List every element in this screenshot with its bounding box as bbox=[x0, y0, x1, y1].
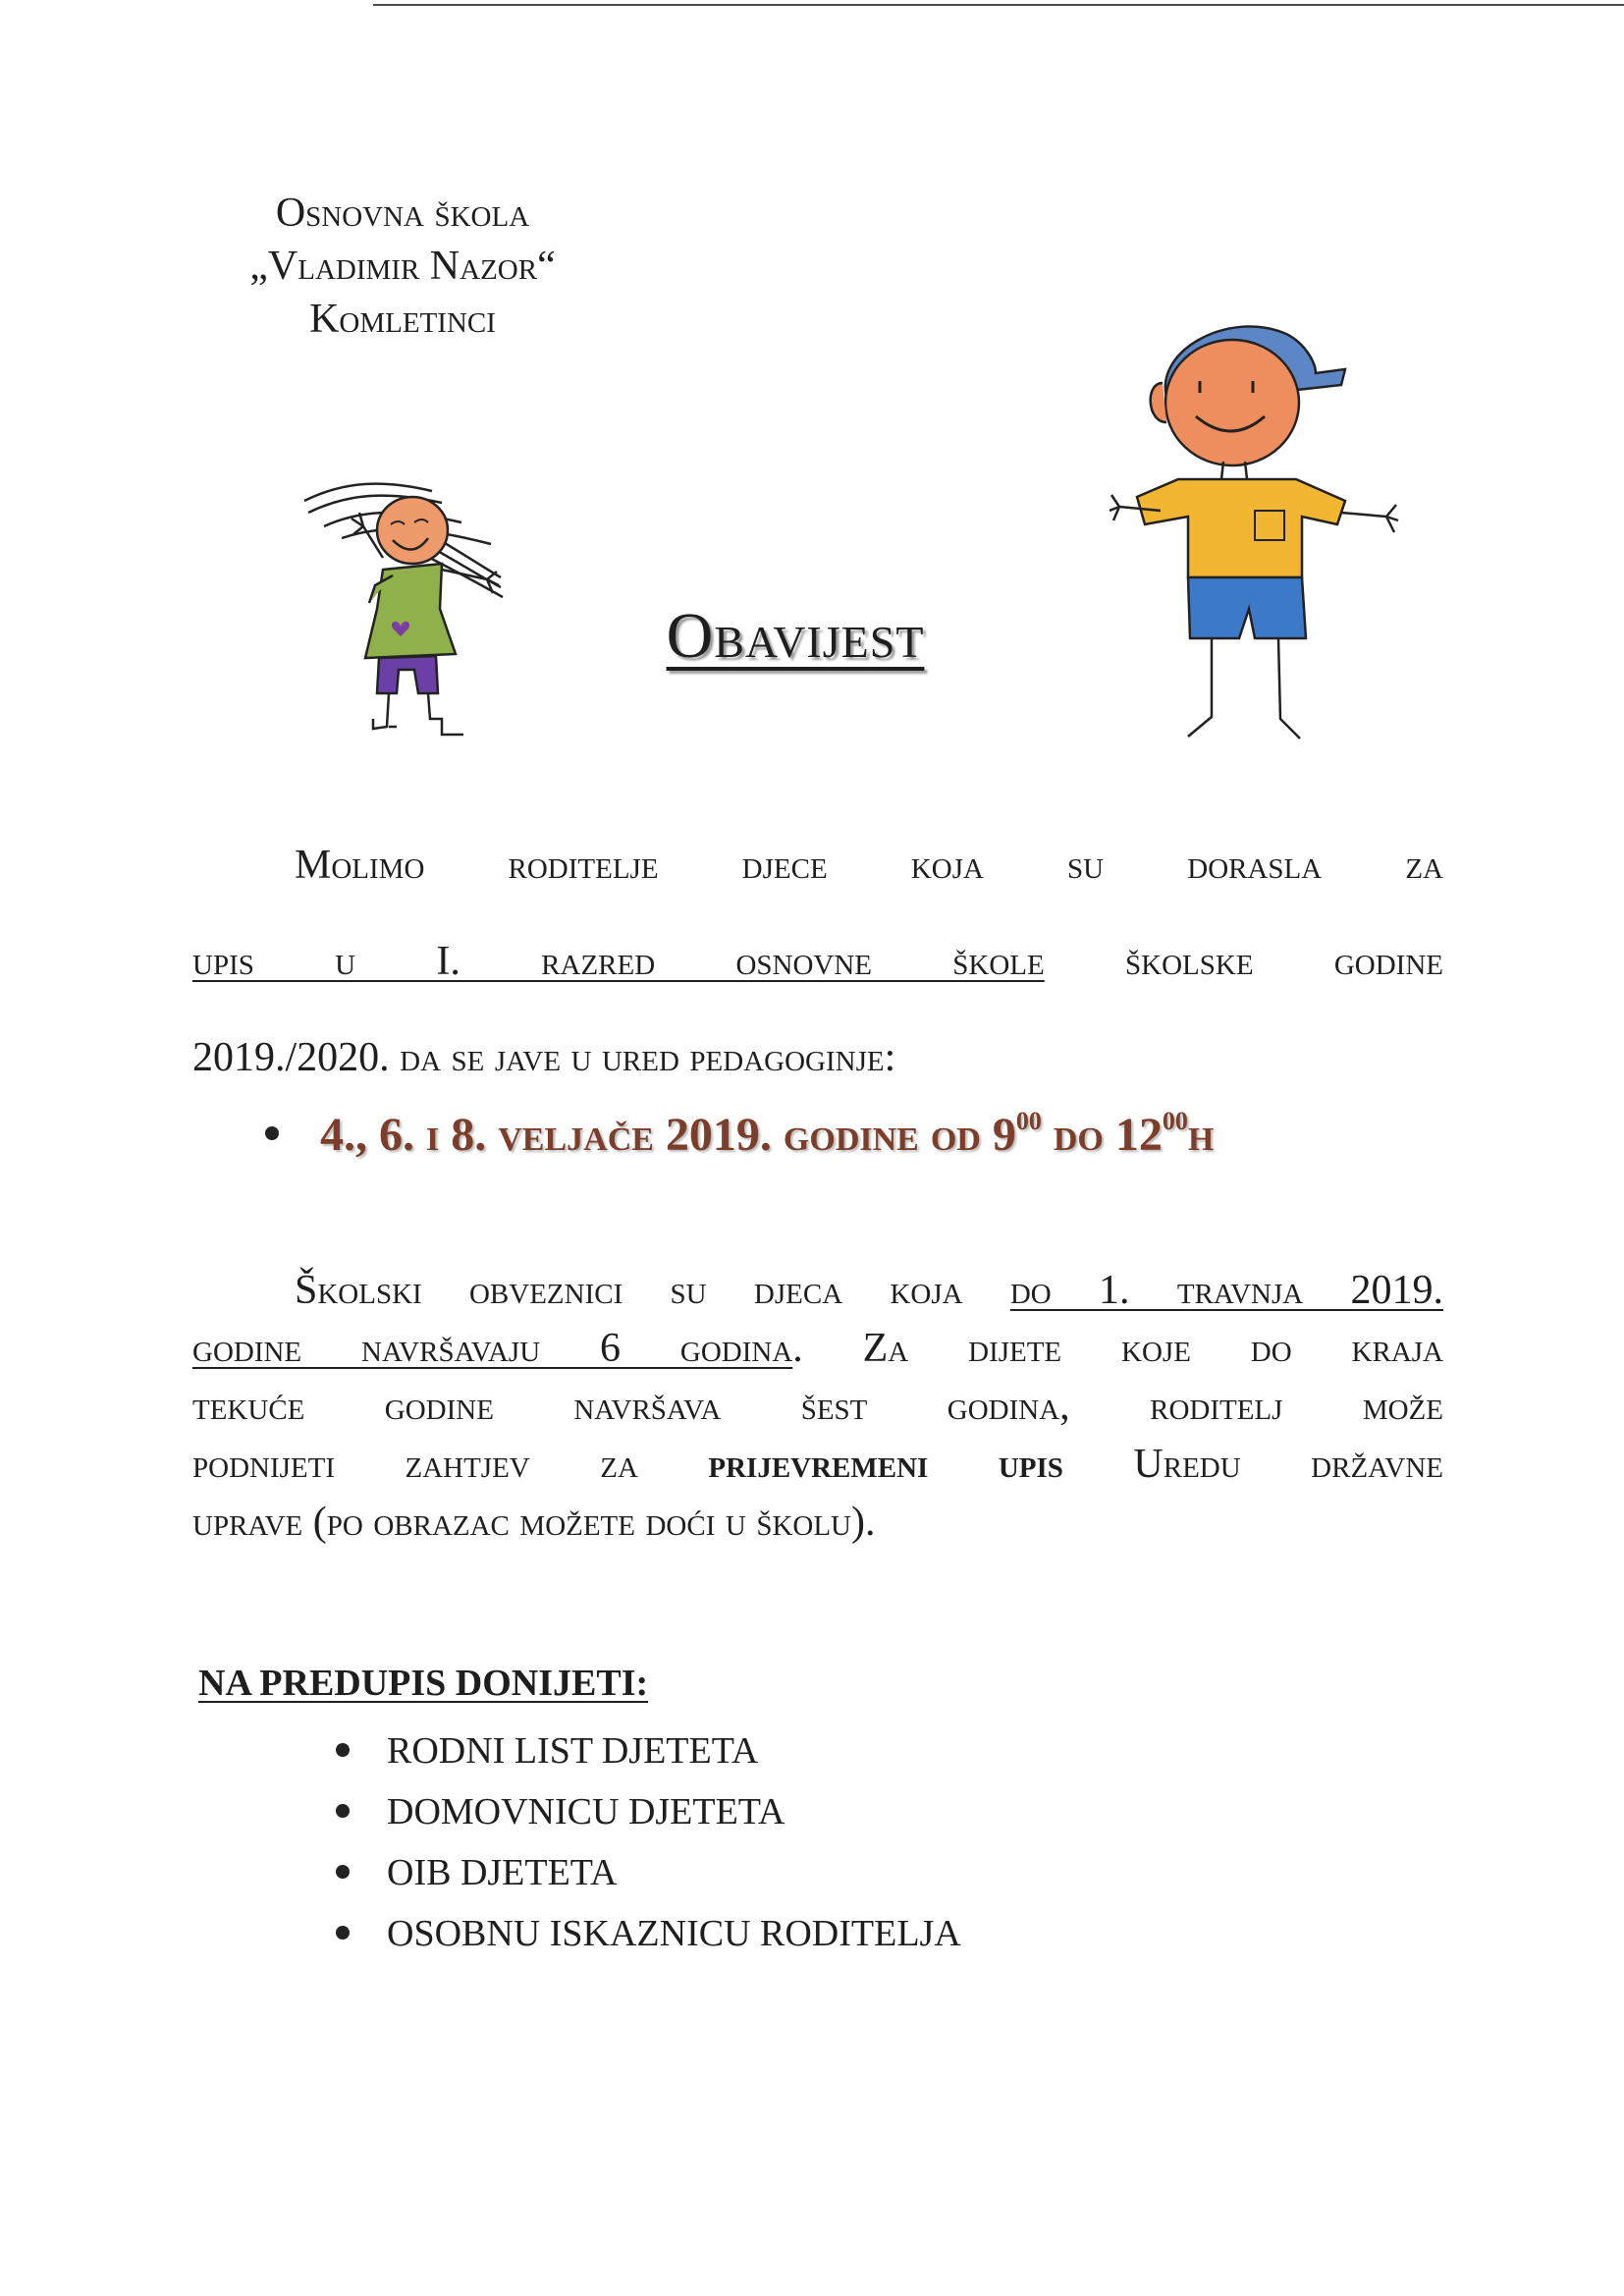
school-header bbox=[196, 187, 609, 346]
obligation-l4-start: podnijeti zahtjev za bbox=[192, 1442, 709, 1487]
obligation-l1-start: Školski obveznici su djeca koja bbox=[295, 1268, 1010, 1313]
boy-drawing-image bbox=[1110, 314, 1443, 756]
list-item bbox=[336, 1781, 1219, 1842]
girl-drawing-image bbox=[295, 462, 530, 776]
obligation-l2-rest: . Za dijete koje do kraja bbox=[792, 1326, 1443, 1371]
list-item-label: DOMOVNICU DJETETA bbox=[387, 1791, 785, 1832]
enrollment-underlined-text: upis u I. razred osnovne škole bbox=[192, 939, 1045, 984]
dates-suffix: h bbox=[1187, 1109, 1215, 1161]
list-item bbox=[336, 1721, 1219, 1781]
list-item-label: RODNI LIST DJETETA bbox=[387, 1730, 759, 1772]
list-item bbox=[336, 1842, 1219, 1903]
obligation-paragraph bbox=[192, 1262, 1443, 1552]
intro-line-2-rest: školske godine bbox=[1125, 939, 1443, 984]
obligation-l4-end: Uredu državne bbox=[1062, 1442, 1443, 1487]
school-name-line1: Osnovna škola bbox=[275, 191, 530, 236]
bullet-icon bbox=[336, 1743, 350, 1757]
list-item-label: OIB DJETETA bbox=[387, 1852, 618, 1893]
intro-paragraph bbox=[192, 817, 1443, 1106]
bullet-icon bbox=[336, 1926, 350, 1940]
dates-text: 4., 6. i 8. veljače 2019. godine od 9 bbox=[320, 1109, 1016, 1161]
notice-title: Obavijest bbox=[666, 600, 925, 672]
bullet-icon bbox=[336, 1865, 350, 1879]
list-item-label: OSOBNU ISKAZNICU RODITELJA bbox=[387, 1913, 961, 1954]
school-name-line2: „Vladimir Nazor“ bbox=[249, 244, 556, 289]
dates-middle: do 12 bbox=[1041, 1109, 1163, 1161]
time-start-minutes: 00 bbox=[1015, 1107, 1042, 1135]
school-location: Komletinci bbox=[309, 297, 496, 342]
bullet-icon bbox=[336, 1804, 350, 1818]
enrollment-dates bbox=[265, 1108, 1443, 1162]
list-item bbox=[336, 1903, 1219, 1964]
intro-line-2 bbox=[192, 913, 1443, 1010]
obligation-line-3: tekuće godine navršava šest godina, roditelj može bbox=[192, 1384, 1443, 1429]
bullet-icon bbox=[265, 1126, 279, 1140]
required-documents-list bbox=[336, 1721, 1219, 1964]
intro-line-1: Molimo roditelje djece koja su dorasla za bbox=[295, 843, 1443, 888]
deadline-underlined-text: do 1. travnja 2019. bbox=[1009, 1268, 1443, 1313]
obligation-line-4 bbox=[192, 1436, 1443, 1494]
bring-heading: NA PREDUPIS DONIJETI: bbox=[198, 1663, 649, 1704]
early-enrollment-bold-text: prijevremeni upis bbox=[708, 1442, 1063, 1487]
obligation-line-1 bbox=[192, 1262, 1443, 1320]
time-end-minutes: 00 bbox=[1162, 1107, 1188, 1135]
obligation-line-2 bbox=[192, 1320, 1443, 1378]
intro-line-3: 2019./2020. da se jave u ured pedagoginje: bbox=[192, 1035, 896, 1080]
obligation-line-5: uprave (po obrazac možete doći u školu). bbox=[192, 1500, 876, 1545]
scan-top-edge-line bbox=[373, 4, 1624, 6]
age-underlined-text: godine navršavaju 6 godina bbox=[192, 1326, 793, 1371]
